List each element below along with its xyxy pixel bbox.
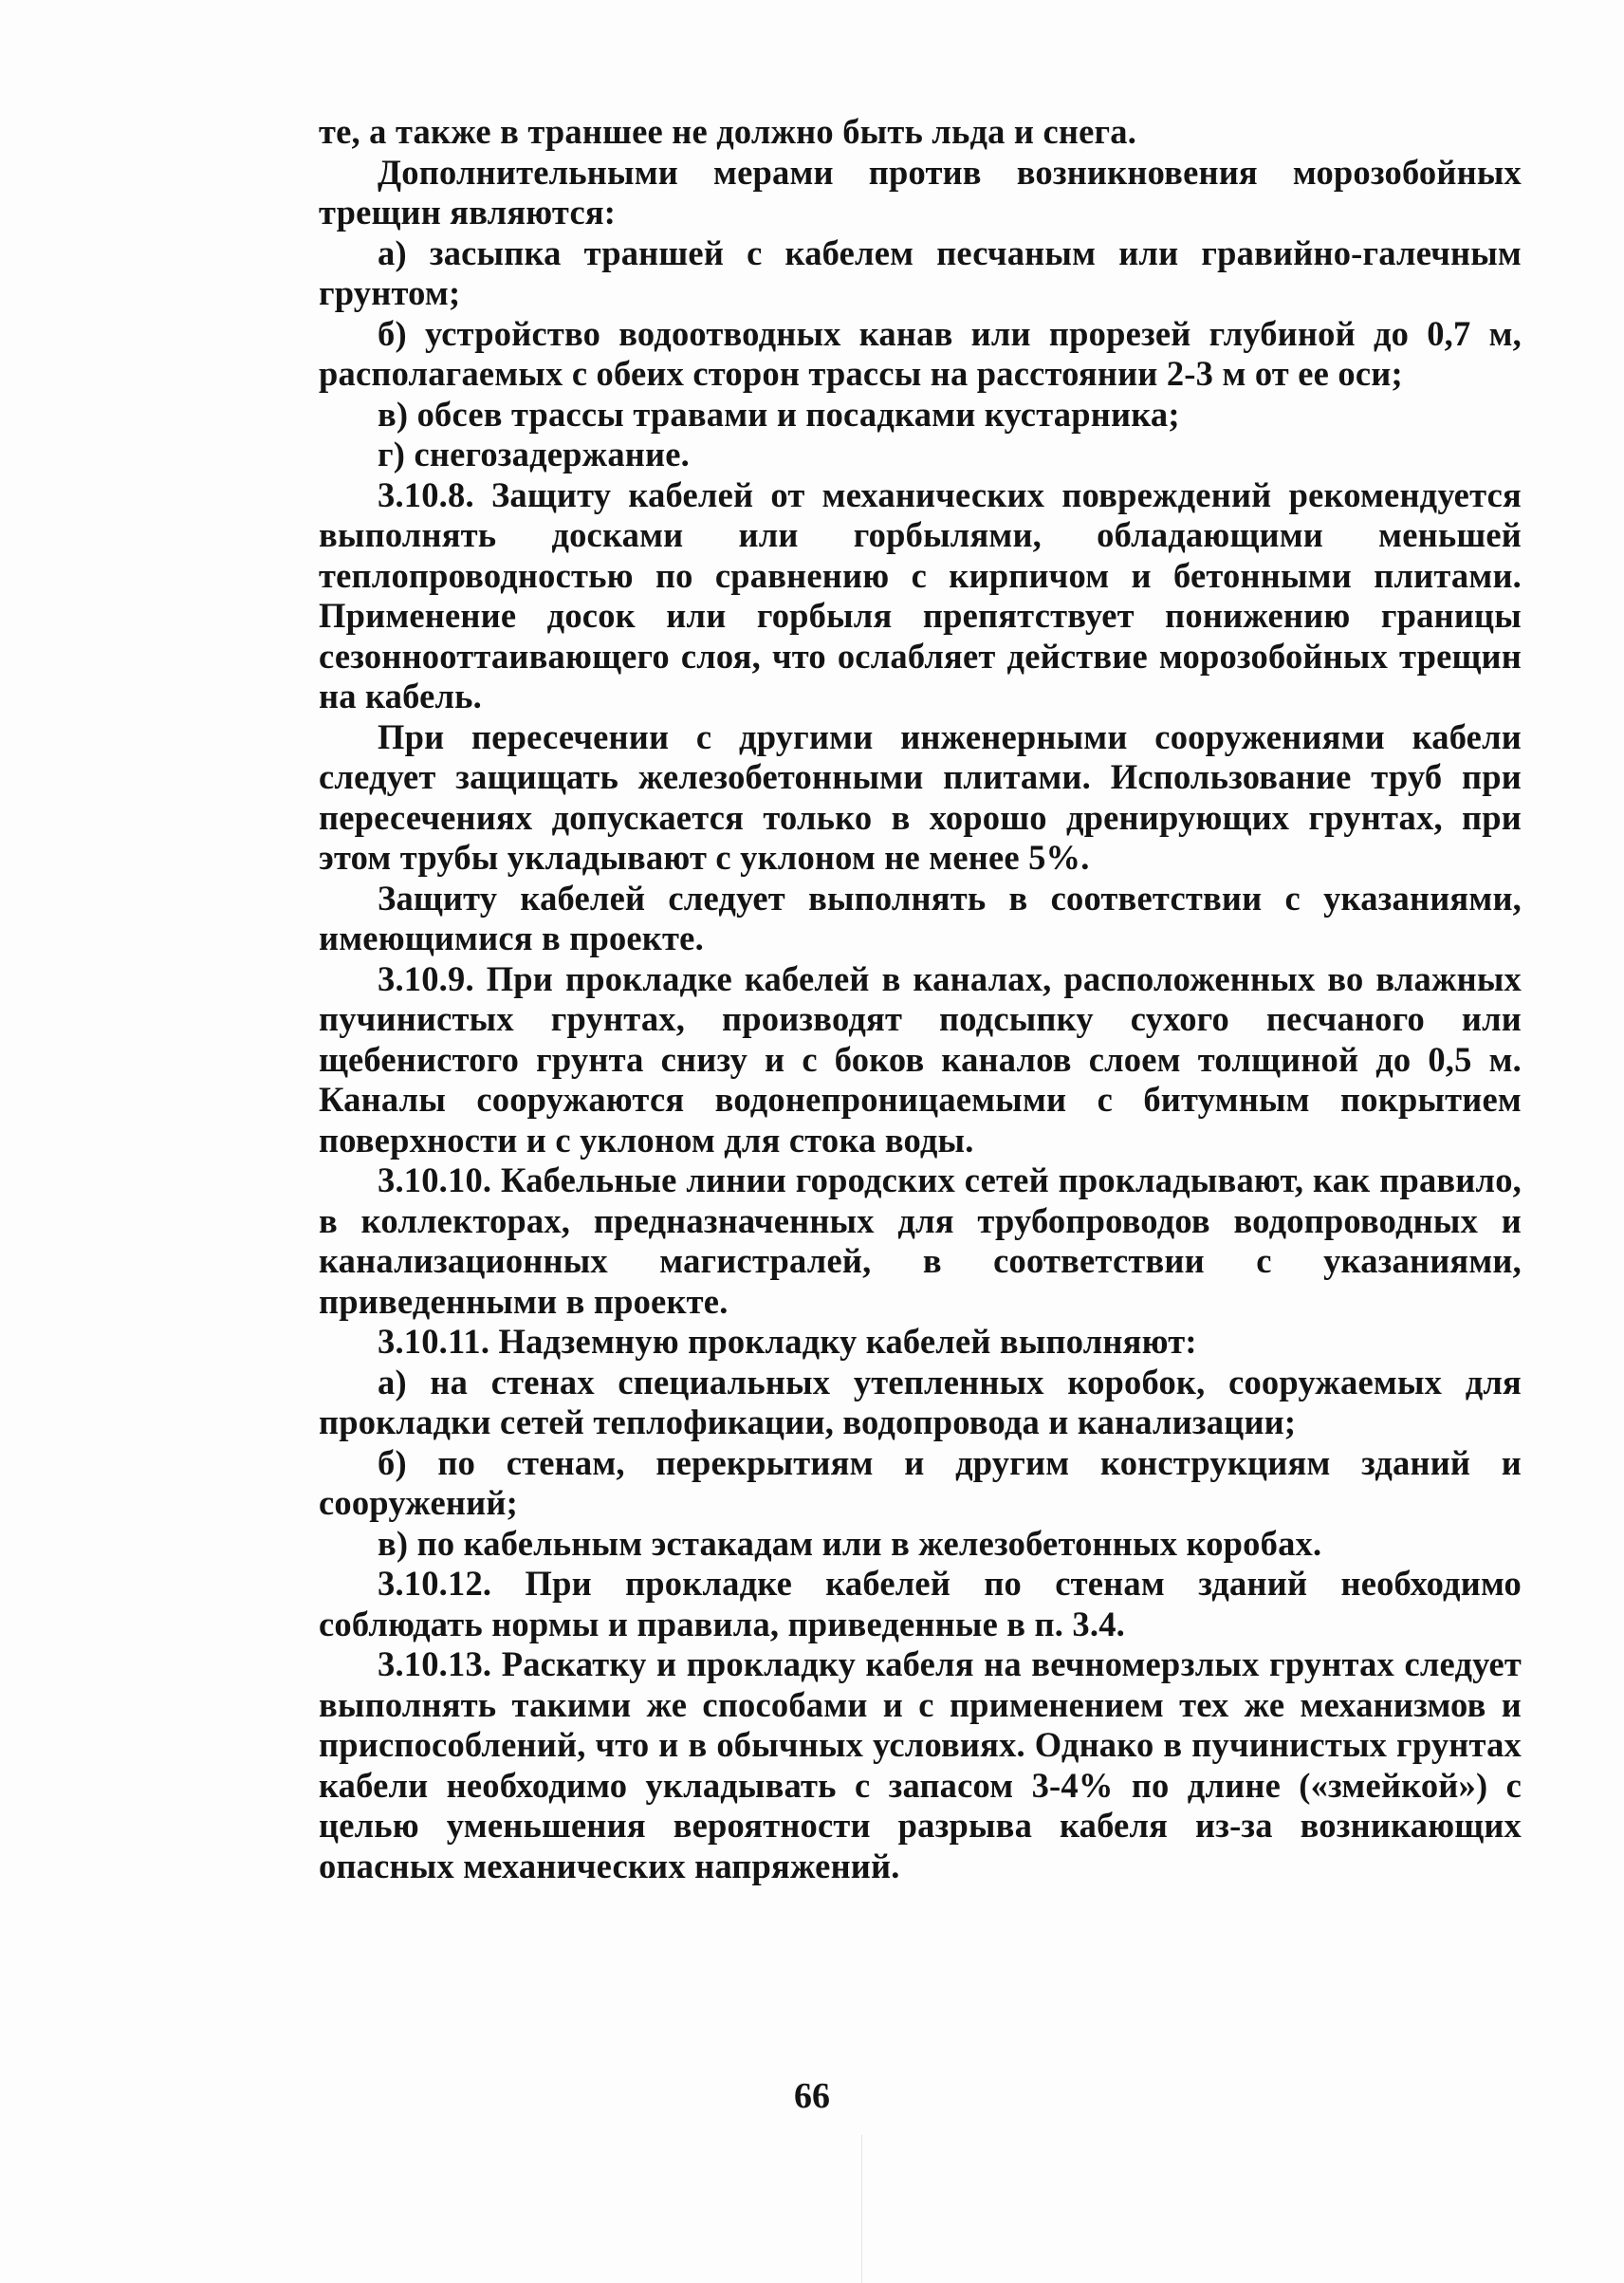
- section-3-10-10: 3.10.10. Кабельные линии городских сетей прокладывают, как правило, в коллекторах, предназначенных для трубопроводов водопроводных и канализационных магистралей, в соответствии с указаниями, приведенными в проекте.: [319, 1160, 1522, 1321]
- list-item: б) устройство водоотводных канав или прорезей глубиной до 0,7 м, располагаемых с обеих сторон трассы на расстоянии 2-3 м от ее оси;: [319, 313, 1522, 393]
- paragraph: При пересечении с другими инженерными сооружениями кабели следует защищать железобетонными плитами. Использование труб при пересечениях допускается только в хорошо дренирующих грунтах, при этом трубы укладывают с уклоном не менее 5%.: [319, 716, 1522, 877]
- paragraph: те, а также в траншее не должно быть льда и снега.: [319, 112, 1137, 151]
- body-text: [319, 112, 1522, 1886]
- section-3-10-8: 3.10.8. Защиту кабелей от механических повреждений рекомендуется выполнять досками или горбылями, обладающими меньшей теплопроводностью по сравнению с кирпичом и бетонными плитами. Применение досок или горбыля препятствует понижению границы сезоннооттаивающего слоя, что ослабляет действие морозобойных трещин на кабель.: [319, 474, 1522, 715]
- list-item: г) снегозадержание.: [378, 435, 690, 473]
- section-3-10-12: 3.10.12. При прокладке кабелей по стенам зданий необходимо соблюдать нормы и правила, приведенные в п. 3.4.: [319, 1564, 1522, 1643]
- page-number: 66: [794, 2076, 830, 2116]
- list-item: б) по стенам, перекрытиям и другим конструкциям зданий и сооружений;: [319, 1442, 1522, 1522]
- section-3-10-9: 3.10.9. При прокладке кабелей в каналах, расположенных во влажных пучинистых грунтах, производят подсыпку сухого песчаного или щебенистого грунта снизу и с боков каналов слоем толщиной до 0,5 м. Каналы сооружаются водонепроницаемыми с битумным покрытием поверхности и с уклоном для стока воды.: [319, 958, 1522, 1160]
- list-item: а) засыпка траншей с кабелем песчаным или гравийно-галечным грунтом;: [319, 232, 1522, 312]
- scan-artifact-line: [861, 2135, 862, 2283]
- section-3-10-11: 3.10.11. Надземную прокладку кабелей выполняют:: [378, 1322, 1197, 1361]
- paragraph: Защиту кабелей следует выполнять в соответствии с указаниями, имеющимися в проекте.: [319, 878, 1522, 957]
- paragraph: Дополнительными мерами против возникновения морозобойных трещин являются:: [319, 152, 1522, 232]
- list-item: в) по кабельным эстакадам или в железобетонных коробах.: [378, 1523, 1322, 1563]
- section-3-10-13: 3.10.13. Раскатку и прокладку кабеля на вечномерзлых грунтах следует выполнять такими же способами и с применением тех же механизмов и приспособлений, что и в обычных условиях. Однако в пучинистых грунтах кабели необходимо укладывать с запасом 3-4% по длине («змейкой») с целью уменьшения вероятности разрыва кабеля из-за возникающих опасных механических напряжений.: [319, 1644, 1522, 1885]
- list-item: а) на стенах специальных утепленных коробок, сооружаемых для прокладки сетей теплофикации, водопровода и канализации;: [319, 1362, 1522, 1441]
- list-item: в) обсев трассы травами и посадками кустарника;: [378, 394, 1180, 434]
